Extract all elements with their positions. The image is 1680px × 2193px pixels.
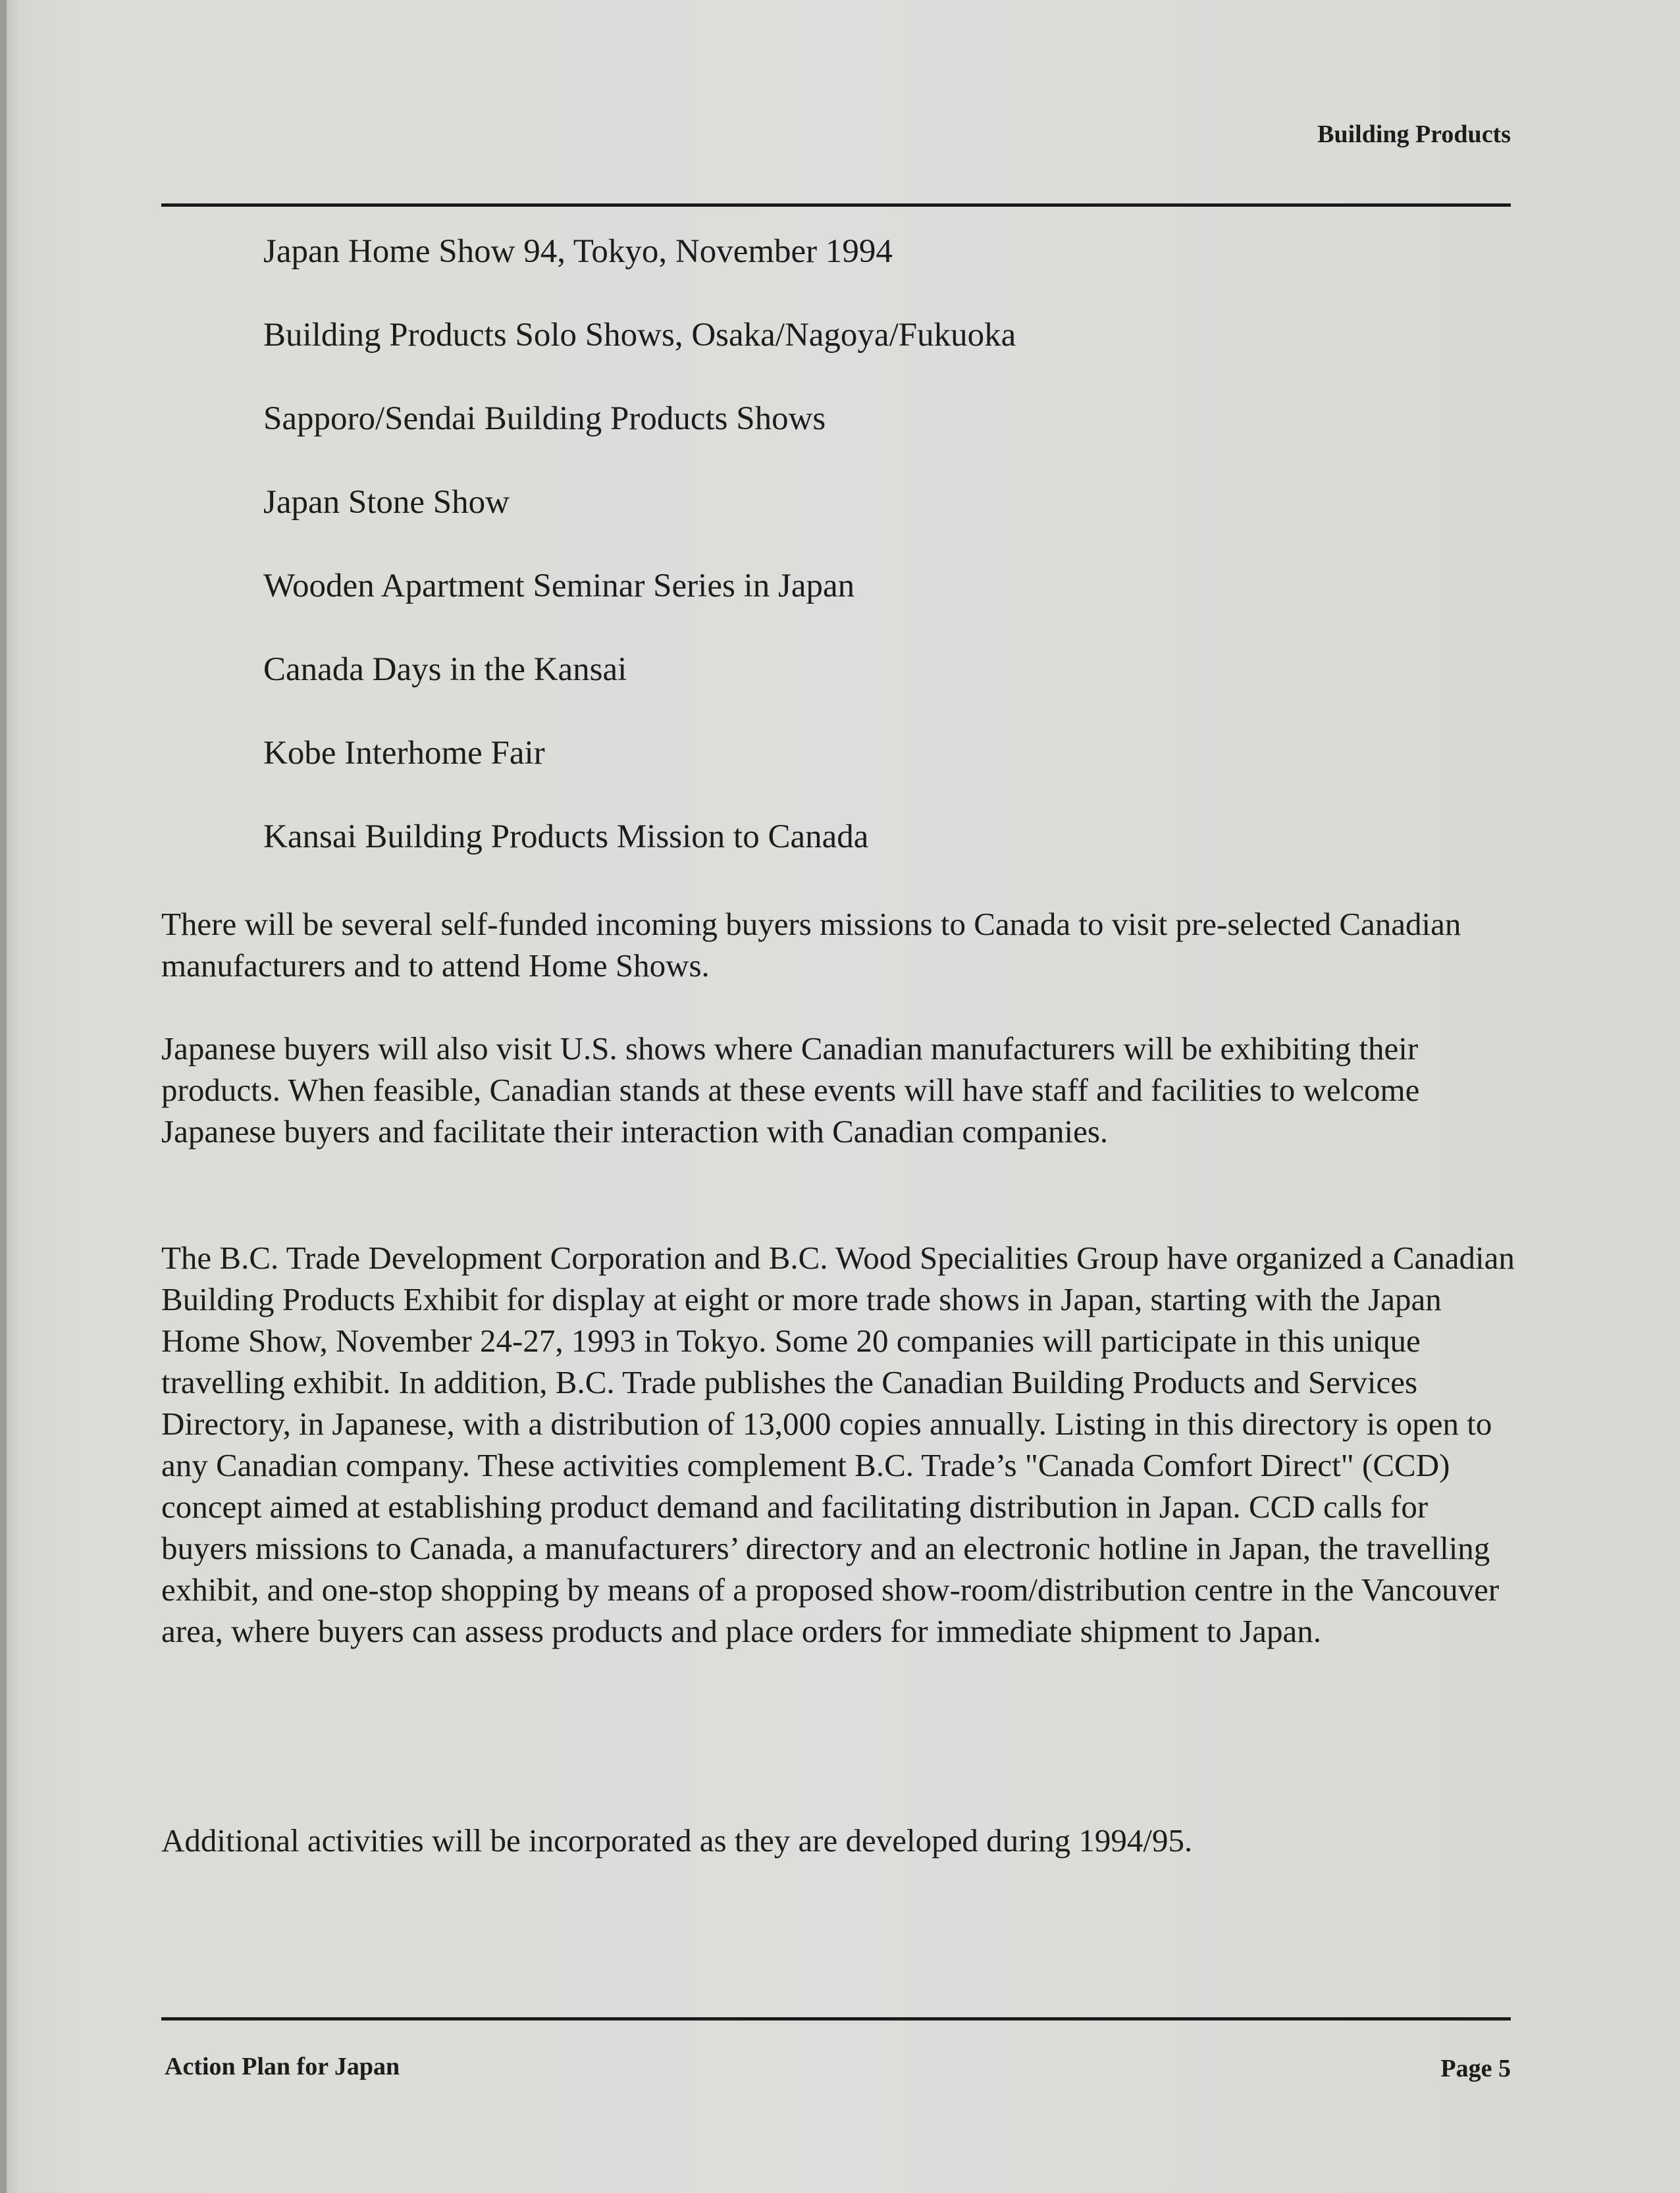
paragraph-buyers-missions: There will be several self-funded incoming buyers missions to Canada to visit pre-selected Canadian manufacturers and to attend Home Shows. [161,906,1461,984]
event-item: Canada Days in the Kansai [263,651,627,688]
event-item: Japan Stone Show [263,484,510,521]
page-edge-shadow [0,0,7,2193]
header-rule [161,203,1511,207]
paragraph-bc-trade-exhibit: The B.C. Trade Development Corporation and B.C. Wood Specialities Group have organized a Canadian Building Products Exhibit for display at eight or more trade shows in Japan, starting with the Japan Home Show, November 24-27, 1993 in Tokyo. Some 20 companies will participate in this unique travelling exhibit. In addition, B.C. Trade publishes the Canadian Building Products and Services Directory, in Japanese, with a distribution of 13,000 copies annually. Listing in this directory is open to any Canadian company. These activities complement B.C. Trade’s "Canada Comfort Direct" (CCD) concept aimed at establishing product demand and facilitating distribution in Japan. CCD calls for buyers missions to Canada, a manufacturers’ directory and an electronic hotline in Japan, the travelling exhibit, and one-stop shopping by means of a proposed show-room/distribution centre in the Vancouver area, where buyers can assess products and place orders for immediate shipment to Japan. [161,1240,1515,1649]
event-item: Wooden Apartment Seminar Series in Japan [263,568,855,604]
paragraph-additional-activities: Additional activities will be incorporated as they are developed during 1994/95. [161,1822,1193,1859]
event-item: Kobe Interhome Fair [263,735,545,772]
footer-rule [161,2017,1511,2021]
paragraph-us-shows: Japanese buyers will also visit U.S. shows where Canadian manufacturers will be exhibiting their products. When feasible, Canadian stands at these events will have staff and facilities to welcome Japanese buyers and facilitate their interaction with Canadian companies. [161,1030,1420,1149]
running-header: Building Products [1317,120,1511,148]
event-item: Building Products Solo Shows, Osaka/Nagoya/Fukuoka [263,317,1016,354]
event-item: Japan Home Show 94, Tokyo, November 1994 [263,233,893,270]
event-item: Kansai Building Products Mission to Canada [263,818,869,855]
footer-page-number: Page 5 [1440,2055,1511,2082]
event-item: Sapporo/Sendai Building Products Shows [263,400,826,437]
footer-document-title: Action Plan for Japan [165,2053,400,2080]
events-list [263,230,1016,899]
